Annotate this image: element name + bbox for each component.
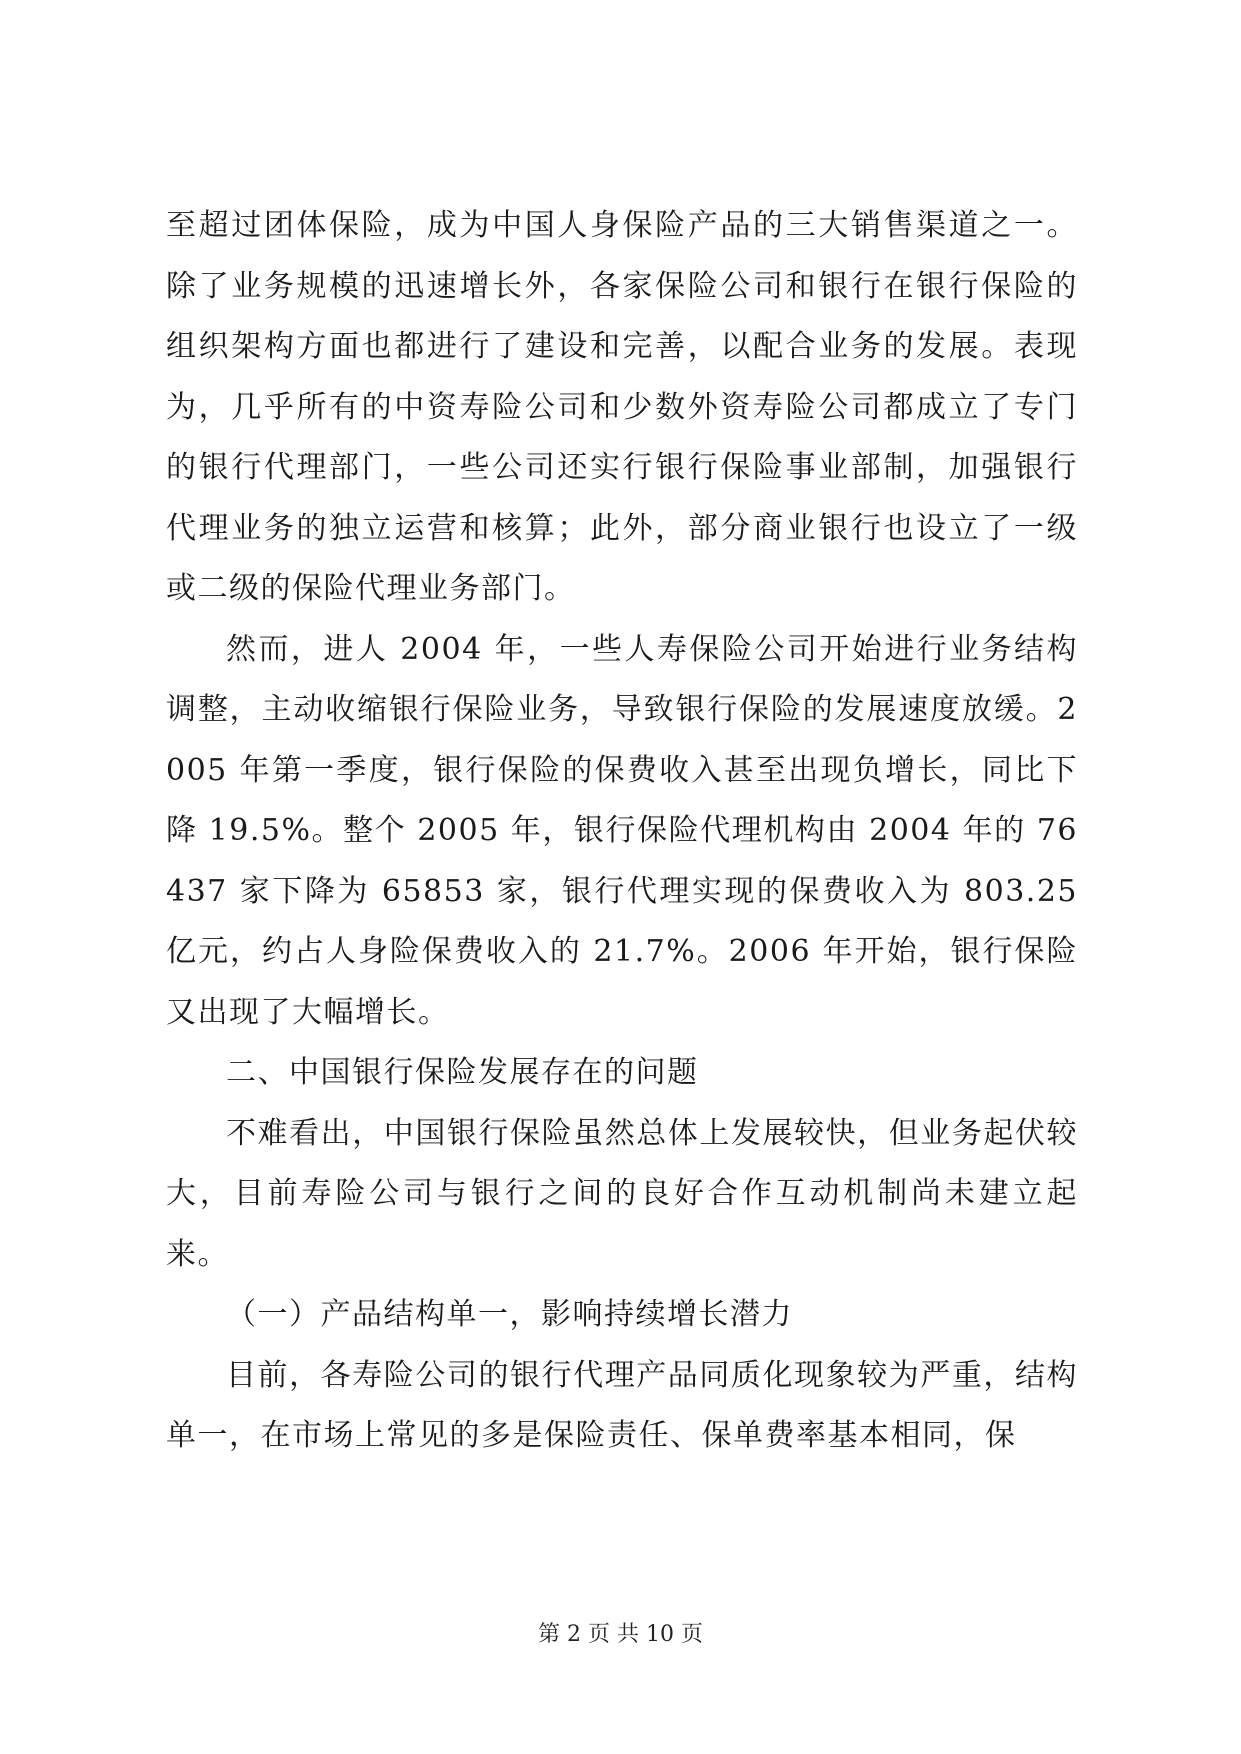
subsection-heading-product-structure: （一）产品结构单一，影响持续增长潜力 <box>226 1297 793 1332</box>
section-heading-problems: 二、中国银行保险发展存在的问题 <box>226 1055 699 1090</box>
paragraph-product-structure: 目前，各寿险公司的银行代理产品同质化现象较为严重，结构单一，在市场上常见的多是保险责任、保单费率基本相同，保 <box>166 1357 1078 1453</box>
paragraph-problems-intro: 不难看出，中国银行保险虽然总体上发展较快，但业务起伏较大，目前寿险公司与银行之间的良好合作互动机制尚未建立起来。 <box>166 1115 1078 1272</box>
paragraph-continuation: 至超过团体保险，成为中国人身保险产品的三大销售渠道之一。除了业务规模的迅速增长外，各家保险公司和银行在银行保险的组织架构方面也都进行了建设和完善，以配合业务的发展。表现为，几乎所有的中资寿险公司和少数外资寿险公司都成立了专门的银行代理部门，一些公司还实行银行保险事业部制，加强银行代理业务的独立运营和核算；此外，部分商业银行也设立了一级或二级的保险代理业务部门。 <box>166 208 1078 606</box>
page-number-footer: 第 2 页 共 10 页 <box>538 1622 703 1647</box>
document-body <box>166 196 1078 1467</box>
paragraph-2004-adjustment: 然而，进人 2004 年，一些人寿保险公司开始进行业务结构调整，主动收缩银行保险业务，导致银行保险的发展速度放缓。2005 年第一季度，银行保险的保费收入甚至出现负增长，同比下降 19.5%。整个 2005 年，银行保险代理机构由 2004 年的 76437 家下降为 65853 家，银行代理实现的保费收入为 803.25 亿元，约占人身险保费收入的 21.7%。2006 年开始，银行保险又出现了大幅增长。 <box>166 631 1078 1030</box>
